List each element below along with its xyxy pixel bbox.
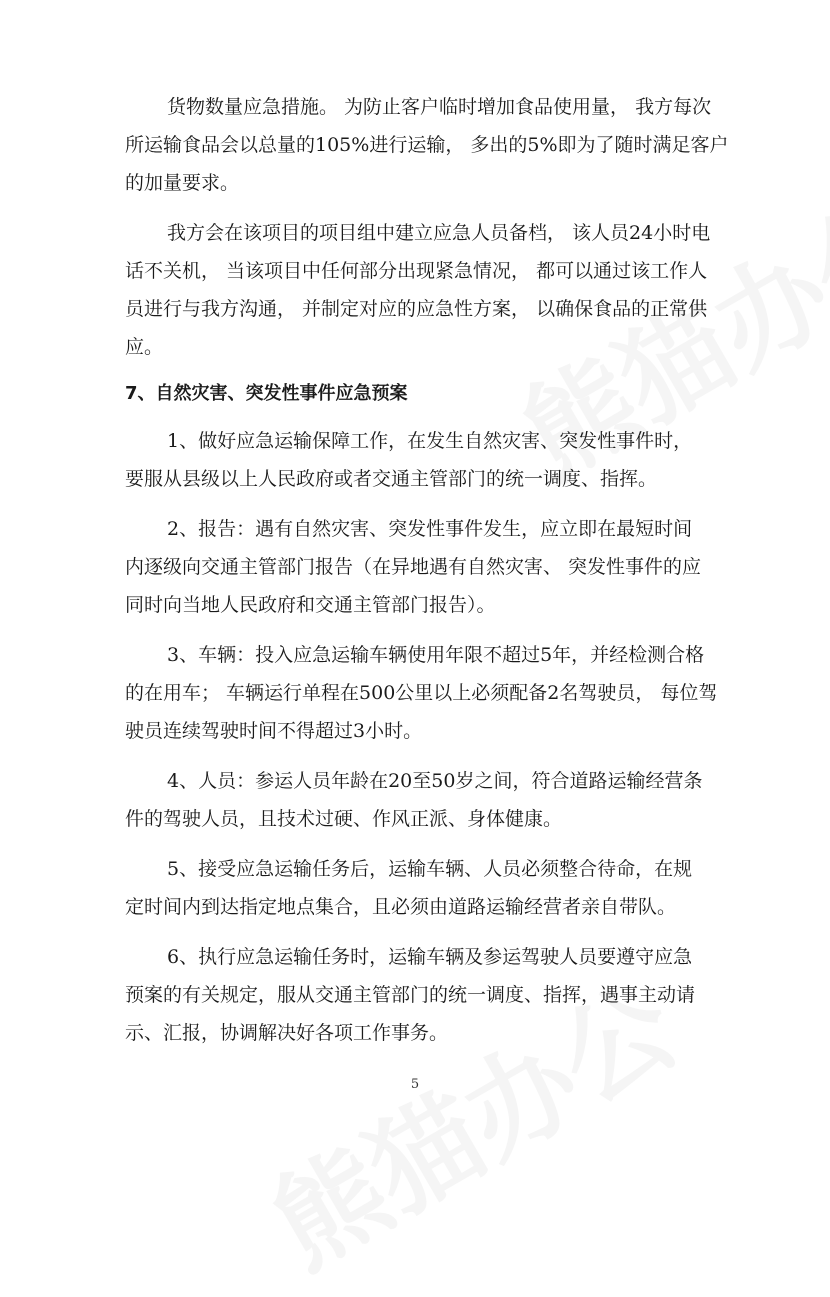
list-item bbox=[125, 938, 711, 1052]
list-item bbox=[125, 850, 711, 926]
page-content bbox=[125, 88, 729, 1064]
list-item bbox=[125, 422, 711, 498]
text-line: 我方会在该项目的项目组中建立应急人员备档， 该人员24小时电 bbox=[167, 222, 711, 244]
text-line: 5、接受应急运输任务后，运输车辆、人员必须整合待命，在规 bbox=[167, 858, 693, 880]
text-line: 所运输食品会以总量的105%进行运输， 多出的5%即为了随时满足客户 bbox=[125, 134, 729, 156]
text-line: 4、人员：参运人员年龄在20至50岁之间，符合道路运输经营条 bbox=[167, 770, 703, 792]
page-number: 5 bbox=[410, 1077, 420, 1092]
text-line: 员进行与我方沟通， 并制定对应的应急性方案， 以确保食品的正常供 bbox=[125, 298, 708, 320]
section-heading: 7、自然灾害、突发性事件应急预案 bbox=[125, 383, 408, 404]
list-item bbox=[125, 762, 711, 838]
text-line: 6、执行应急运输任务时，运输车辆及参运驾驶人员要遵守应急 bbox=[167, 946, 693, 968]
text-line: 预案的有关规定，服从交通主管部门的统一调度、指挥，遇事主动请 bbox=[125, 984, 696, 1006]
text-line: 示、汇报，协调解决好各项工作事务。 bbox=[125, 1022, 449, 1044]
text-line: 的加量要求。 bbox=[125, 172, 240, 194]
text-line: 件的驾驶人员，且技术过硬、作风正派、身体健康。 bbox=[125, 808, 563, 830]
text-line: 2、报告：遇有自然灾害、突发性事件发生，应立即在最短时间 bbox=[167, 518, 693, 540]
list-item bbox=[125, 636, 718, 750]
text-line: 1、做好应急运输保障工作，在发生自然灾害、突发性事件时， bbox=[167, 430, 693, 452]
text-line: 3、车辆：投入应急运输车辆使用年限不超过5年，并经检测合格 bbox=[167, 644, 705, 666]
text-line: 的在用车； 车辆运行单程在500公里以上必须配备2名驾驶员， 每位驾 bbox=[125, 682, 718, 704]
body-paragraph bbox=[125, 88, 729, 202]
text-line: 要服从县级以上人民政府或者交通主管部门的统一调度、指挥。 bbox=[125, 468, 658, 490]
list-item bbox=[125, 510, 711, 624]
text-line: 应。 bbox=[125, 336, 164, 358]
body-paragraph bbox=[125, 214, 711, 366]
text-line: 话不关机， 当该项目中任何部分出现紧急情况， 都可以通过该工作人 bbox=[125, 260, 708, 282]
text-line: 定时间内到达指定地点集合，且必须由道路运输经营者亲自带队。 bbox=[125, 896, 677, 918]
text-line: 同时向当地人民政府和交通主管部门报告）。 bbox=[125, 594, 496, 616]
text-line: 货物数量应急措施。 为防止客户临时增加食品使用量， 我方每次 bbox=[167, 96, 712, 118]
text-line: 内逐级向交通主管部门报告（在异地遇有自然灾害、 突发性事件的应 bbox=[125, 556, 702, 578]
text-line: 驶员连续驾驶时间不得超过3小时。 bbox=[125, 720, 423, 742]
